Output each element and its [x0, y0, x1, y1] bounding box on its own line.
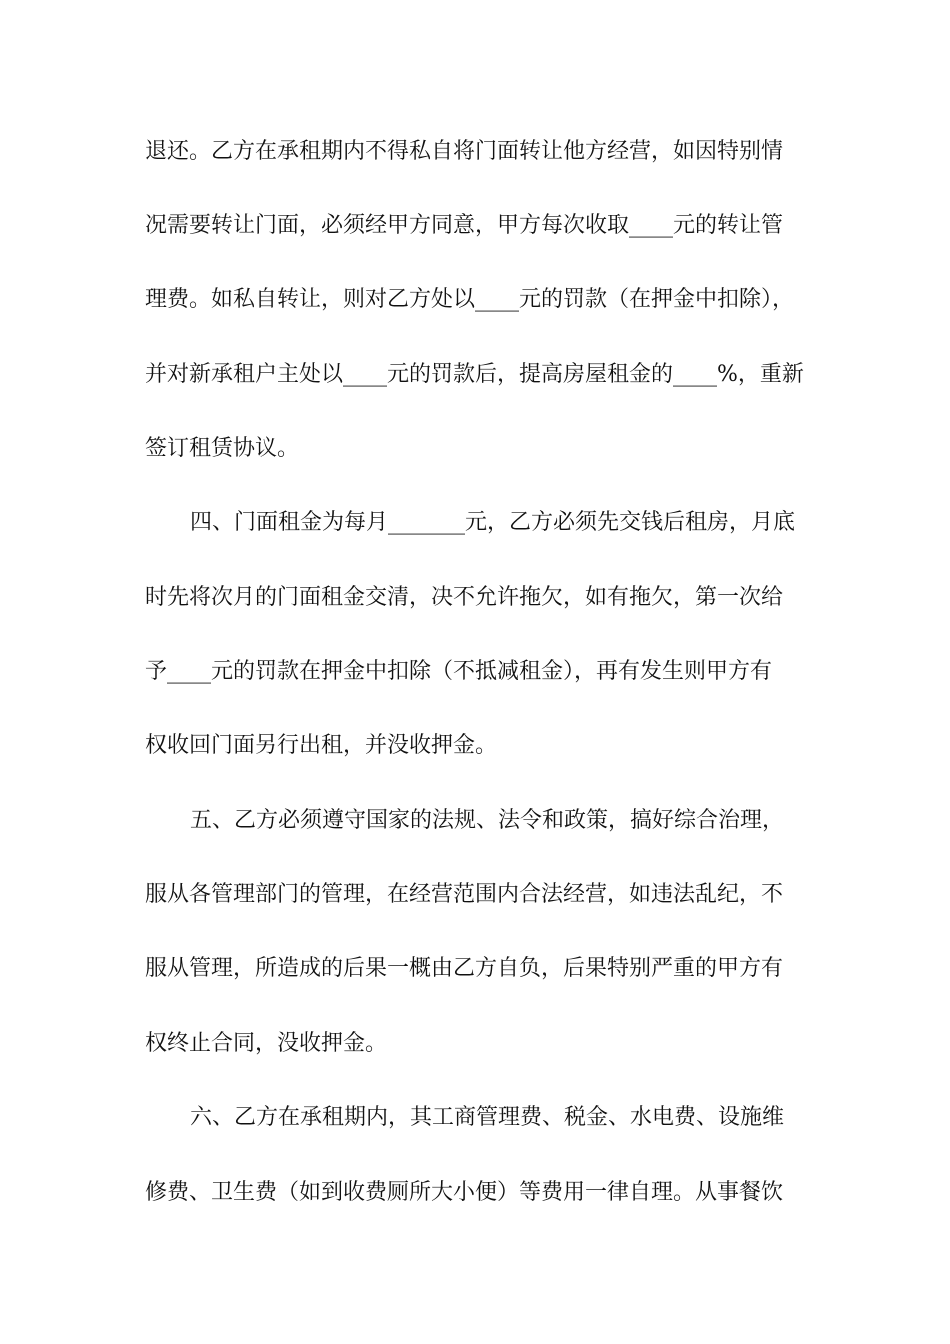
text-line: 服从管理，所造成的后果一概由乙方自负，后果特别严重的甲方有: [145, 956, 784, 981]
text-line: 权终止合同，没收押金。: [145, 1031, 388, 1056]
paragraph-6-start: 六、乙方在承租期内，其工商管理费、税金、水电费、设施维: [190, 1105, 785, 1130]
text-line: 并对新承租户主处以____元的罚款后，提高房屋租金的____%，重新: [145, 362, 804, 387]
text-line: 时先将次月的门面租金交清，决不允许拖欠，如有拖欠，第一次给: [145, 585, 784, 610]
paragraph-5-start: 五、乙方必须遵守国家的法规、法令和政策，搞好综合治理，: [190, 808, 785, 833]
text-line: 签订租赁协议。: [145, 436, 300, 461]
text-line: 修费、卫生费（如到收费厕所大小便）等费用一律自理。从事餐饮: [145, 1180, 784, 1205]
text-line: 予____元的罚款在押金中扣除（不抵减租金），再有发生则甲方有: [145, 659, 773, 684]
text-line: 权收回门面另行出租，并没收押金。: [145, 733, 498, 758]
paragraph-4-start: 四、门面租金为每月_______元，乙方必须先交钱后租房，月底: [190, 510, 796, 535]
text-line: 况需要转让门面，必须经甲方同意，甲方每次收取____元的转让管: [145, 213, 784, 238]
text-line: 退还。乙方在承租期内不得私自将门面转让他方经营，如因特别情: [145, 139, 784, 164]
text-line: 理费。如私自转让，则对乙方处以____元的罚款（在押金中扣除），: [145, 287, 795, 312]
text-line: 服从各管理部门的管理，在经营范围内合法经营，如违法乱纪，不: [145, 882, 784, 907]
